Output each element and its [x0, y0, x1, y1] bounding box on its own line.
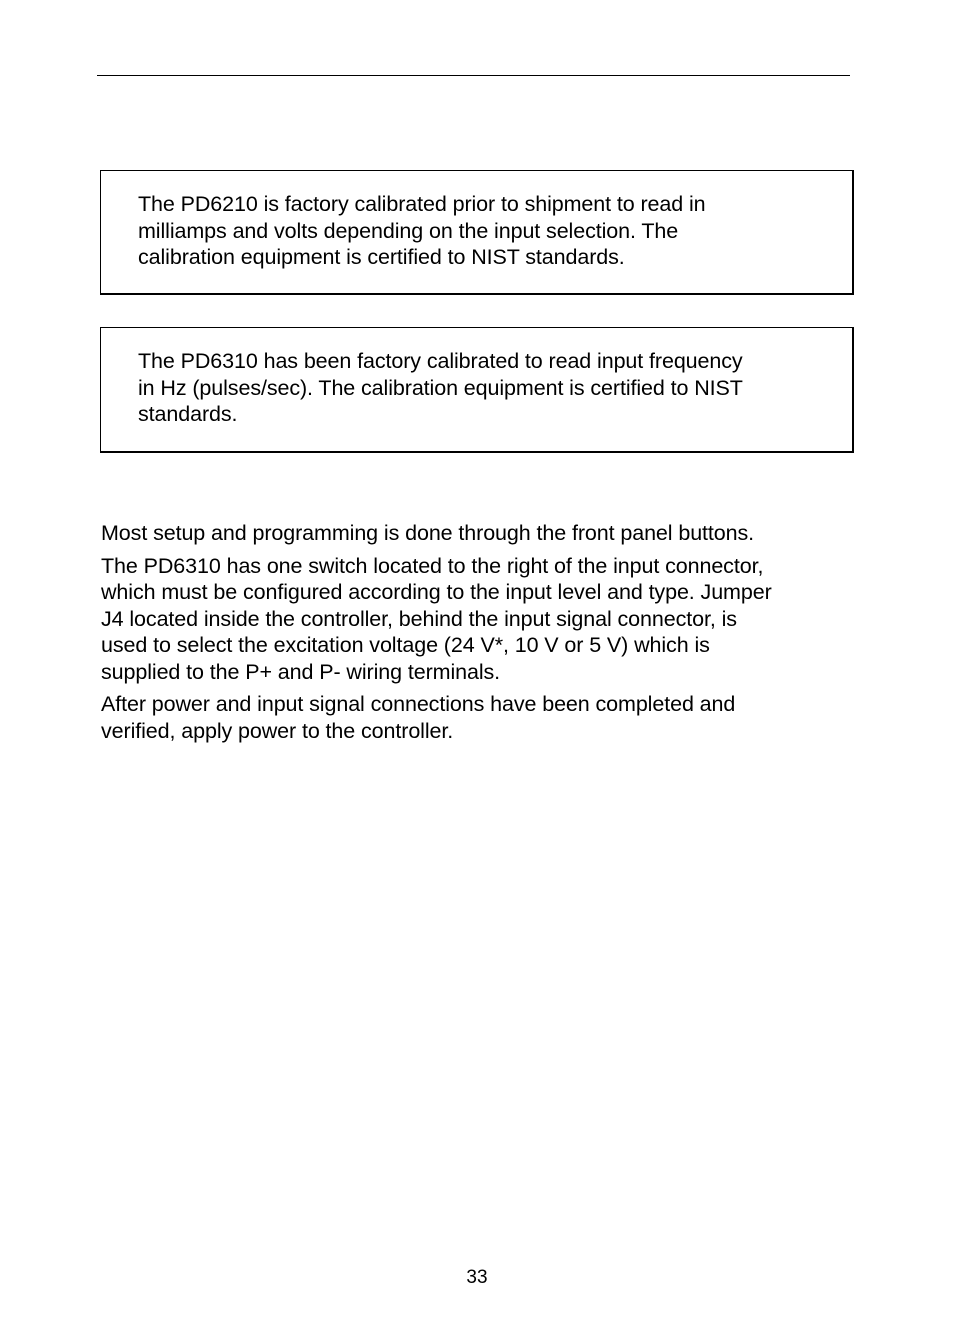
- calibration-note-pd6210: [100, 170, 854, 295]
- paragraph: After power and input signal connections have been completed and verified, apply power to the controller.: [101, 692, 736, 743]
- paragraph: Most setup and programming is done through the front panel buttons.: [101, 521, 755, 545]
- note-text: The PD6310 has been factory calibrated to read input frequency in Hz (pulses/sec). The calibration equipment is certified to NIST standards.: [138, 349, 743, 426]
- paragraph: The PD6310 has one switch located to the right of the input connector, which must be configured according to the input level and type. Jumper J4 located inside the controller, behind the input signal connector, is used to select the excitation voltage (24 V*, 10 V or 5 V) which is supplied to the P+ and P- wiring terminals.: [101, 553, 772, 684]
- calibration-note-pd6310: [100, 327, 854, 453]
- page-number: 33: [466, 1267, 488, 1288]
- note-text: The PD6210 is factory calibrated prior to shipment to read in milliamps and volts depending on the input selection. The calibration equipment is certified to NIST standards.: [138, 192, 706, 269]
- setup-instructions: [101, 520, 861, 750]
- header-rule: [97, 75, 850, 76]
